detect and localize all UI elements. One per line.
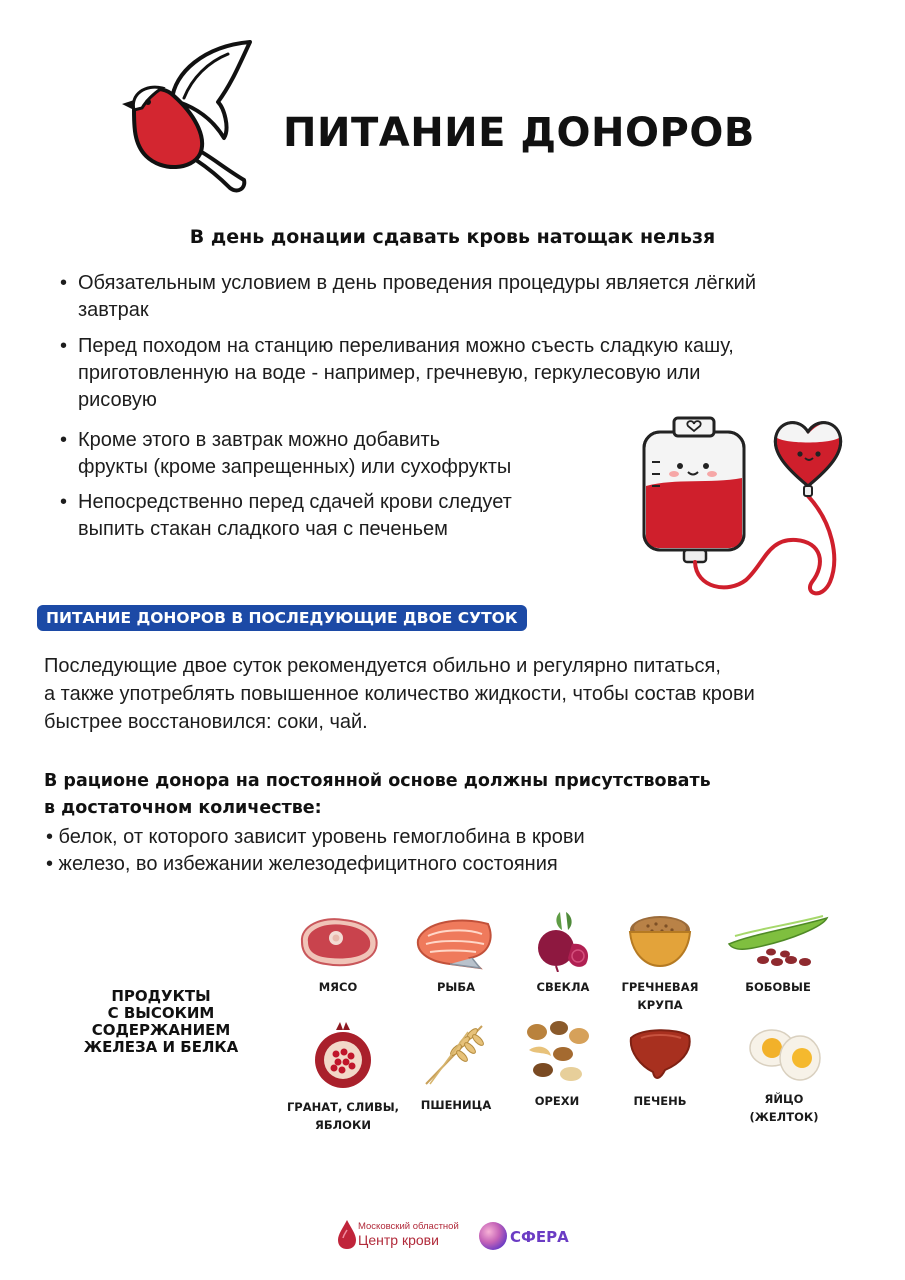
bullet-dot: • (60, 272, 68, 294)
liver-icon (625, 1022, 695, 1086)
blood-center-big: Центр крови (358, 1232, 439, 1248)
food-item-buckwheat (600, 910, 720, 1014)
blood-center-logo-text (358, 1221, 459, 1249)
bullet-text-line: выпить стакан сладкого чая с печеньем (78, 518, 448, 540)
beetroot-icon (528, 908, 598, 972)
donation-day-heading: В день донации сдавать кровь натощак нельзя (189, 226, 716, 248)
recovery-paragraph (44, 652, 884, 736)
products-label-line: С ВЫСОКИМ (107, 1004, 215, 1022)
food-label: ОРЕХИ (534, 1094, 580, 1108)
bullet-light-breakfast (60, 270, 756, 324)
food-label: ГРЕЧНЕВАЯ КРУПА (621, 980, 699, 1012)
blood-bag-and-heart-illustration-icon (636, 412, 868, 604)
products-label (68, 988, 254, 1056)
food-item-meat (278, 912, 398, 996)
food-label: МЯСО (318, 980, 358, 994)
fish-steak-icon (410, 912, 502, 972)
boiled-egg-icon (738, 1020, 830, 1084)
bullet-sweet-tea (60, 489, 512, 543)
bullet-fruits (60, 427, 511, 481)
food-item-pomegranate (283, 1020, 403, 1134)
food-label: СВЕКЛА (536, 980, 590, 994)
diet-intro-line: в достаточном количестве: (44, 798, 322, 818)
sfera-logo-icon (478, 1221, 508, 1251)
sfera-logo-text: СФЕРА (510, 1228, 569, 1246)
bullet-text-line: приготовленную на воде - например, гречневую, геркулесовую или (78, 362, 701, 384)
products-label-line: ЖЕЛЕЗА И БЕЛКА (83, 1038, 239, 1056)
bullet-text-line: Непосредственно перед сдачей крови следует (78, 491, 512, 513)
bullet-sweet-porridge (60, 333, 734, 414)
diet-list (46, 824, 585, 878)
food-item-liver (600, 1022, 720, 1110)
paragraph-line: а также употреблять повышенное количество жидкости, чтобы состав крови (44, 683, 755, 705)
nuts-icon (519, 1016, 595, 1086)
bullfinch-bird-logo-icon (112, 38, 262, 198)
bullet-text-line: завтрак (78, 299, 149, 321)
food-label: ПШЕНИЦА (420, 1098, 492, 1112)
products-label-line: ПРОДУКТЫ (111, 987, 211, 1005)
buckwheat-bowl-icon (624, 910, 696, 972)
food-label: ГРАНАТ, СЛИВЫ, ЯБЛОКИ (286, 1100, 400, 1132)
food-label: ПЕЧЕНЬ (633, 1094, 687, 1108)
section-chip-recovery: ПИТАНИЕ ДОНОРОВ В ПОСЛЕДУЮЩИЕ ДВОЕ СУТОК (37, 605, 527, 631)
food-item-fish (396, 912, 516, 996)
meat-steak-icon (292, 912, 384, 972)
bullet-text-line: рисовую (78, 389, 157, 411)
wheat-icon (416, 1018, 496, 1090)
bullet-text-line: фрукты (кроме запрещенных) или сухофрукты (78, 456, 512, 478)
paragraph-line: быстрее восстановился: соки, чай. (44, 711, 368, 733)
food-item-beans (718, 912, 838, 996)
food-label: БОБОВЫЕ (745, 980, 811, 994)
page-title: ПИТАНИЕ ДОНОРОВ (283, 110, 755, 156)
food-label: ЯЙЦО (ЖЕЛТОК) (749, 1092, 819, 1124)
food-item-nuts (497, 1016, 617, 1110)
food-label: РЫБА (436, 980, 475, 994)
bullet-text-line: Перед походом на станцию переливания можно съесть сладкую кашу, (78, 335, 734, 357)
bullet-text-line: Обязательным условием в день проведения процедуры является лёгкий (78, 272, 756, 294)
diet-intro (44, 768, 884, 822)
blood-drop-logo-icon (337, 1218, 357, 1250)
pomegranate-icon (308, 1020, 378, 1092)
bullet-text-line: Кроме этого в завтрак можно добавить (78, 429, 441, 451)
diet-item-protein: • белок, от которого зависит уровень гемоглобина в крови (46, 826, 585, 848)
blood-center-small: Московский областной (358, 1221, 459, 1232)
bullet-dot: • (60, 429, 68, 451)
paragraph-line: Последующие двое суток рекомендуется обильно и регулярно питаться, (44, 655, 721, 677)
bullet-dot: • (60, 491, 68, 513)
beans-icon (723, 912, 833, 972)
products-label-line: СОДЕРЖАНИЕМ (91, 1021, 231, 1039)
food-item-egg (724, 1020, 844, 1126)
diet-intro-line: В рационе донора на постоянной основе должны присутствовать (44, 771, 711, 791)
bullet-dot: • (60, 335, 68, 357)
diet-item-iron: • железо, во избежании железодефицитного состояния (46, 853, 558, 875)
